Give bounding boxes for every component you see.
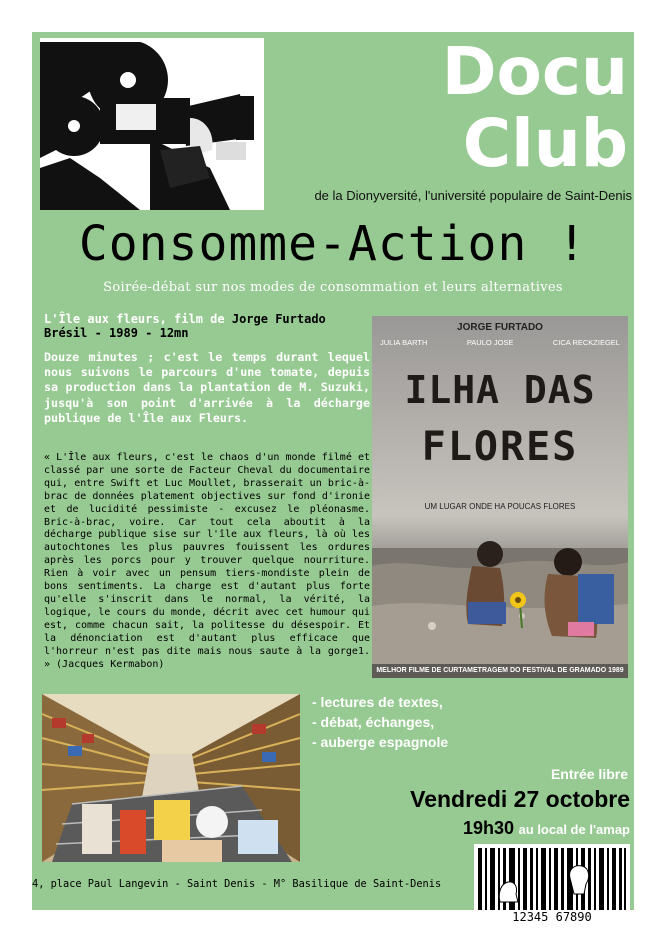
barcode <box>474 844 630 926</box>
event-venue: au local de l'amap <box>518 822 630 837</box>
barcode-number: 12345 67890 <box>474 910 630 924</box>
poster-cast-member: PAULO JOSE <box>466 338 514 347</box>
event-date: Vendredi 27 octobre <box>410 786 630 812</box>
camera-logo <box>40 38 264 210</box>
film-quote: « L'Île aux fleurs, c'est le chaos d'un monde filmé et classé par une sorte de Facteur Cheval du documentaire qui, entre Swift et Luc Moullet, brasserait un bric-à-brac de données platement objectives sur fond d'ironie et de lucidité pessimiste - excusez le pléonasme. Bric-à-brac, voire. Car tout cela aboutit à la décharge publique sise sur l'île aux fleurs, là où les autochtones les plus pauvres fouissent les ordures après les porcs pour y trouver quelque nourriture. Rien à voir avec un pensum tiers-mondiste plein de bons sentiments. La charge est d'autant plus forte qu'elle s'inscrit dans le normal, la vérité, la logique, le cours du monde, décrit avec cet humour qui est, comme chacun sait, la politesse du désespoir. Et la dénonciation est d'autant plus efficace que l'horreur n'est pas dite mais nous saute à la gorge1. » (Jacques Kermabon) <box>44 452 370 670</box>
tagline: Soirée-débat sur nos modes de consommation et leurs alternatives <box>103 280 563 295</box>
film-title: L'Île aux fleurs, film de <box>44 312 232 326</box>
brand-title <box>408 33 628 182</box>
activities-list <box>312 692 632 752</box>
entry-label: Entrée libre <box>550 766 628 782</box>
poster-footer: MELHOR FILME DE CURTAMETRAGEM DO FESTIVAL DE GRAMADO 1989 <box>372 664 628 678</box>
activity-item: - débat, échanges, <box>312 714 435 730</box>
brand-line-2: Club <box>462 105 628 182</box>
activity-item: - lectures de textes, <box>312 694 443 710</box>
film-info <box>44 312 374 340</box>
poster-title-line-2: FLORES <box>421 424 579 470</box>
film-poster <box>372 316 628 678</box>
subtitle: de la Dionyversité, l'université populaire de Saint-Denis <box>314 188 632 203</box>
poster-tagline: UM LUGAR ONDE HA POUCAS FLORES <box>424 502 576 511</box>
activity-item: - auberge espagnole <box>312 734 449 750</box>
event-time-line <box>463 818 630 839</box>
page-title: Consomme-Action ! <box>78 216 588 272</box>
film-summary: Douze minutes ; c'est le temps durant lequel nous suivons le parcours d'une tomate, depuis sa production dans la plantation de M. Suzuki, jusqu'à son point d'arrivée à la décharge publique de l'Île aux Fleurs. <box>44 350 370 425</box>
poster <box>32 32 634 924</box>
film-camera-icon <box>40 38 264 210</box>
poster-cast <box>380 338 620 347</box>
poster-title-line-1: ILHA DAS <box>404 368 596 412</box>
film-director: Jorge Furtado <box>231 312 326 326</box>
supermarket-image <box>42 694 300 862</box>
poster-director: JORGE FURTADO <box>457 322 543 333</box>
poster-cast-member: JULIA BARTH <box>380 338 428 347</box>
supermarket-photo <box>42 694 300 862</box>
poster-cast-member: CICA RECKZIEGEL <box>552 338 620 347</box>
event-time: 19h30 <box>463 818 515 838</box>
film-meta: Brésil - 1989 - 12mn <box>44 326 189 340</box>
brand-line-1: Docu <box>441 33 628 110</box>
address: 4, place Paul Langevin - Saint Denis - M° Basilique de Saint-Denis <box>32 878 442 890</box>
